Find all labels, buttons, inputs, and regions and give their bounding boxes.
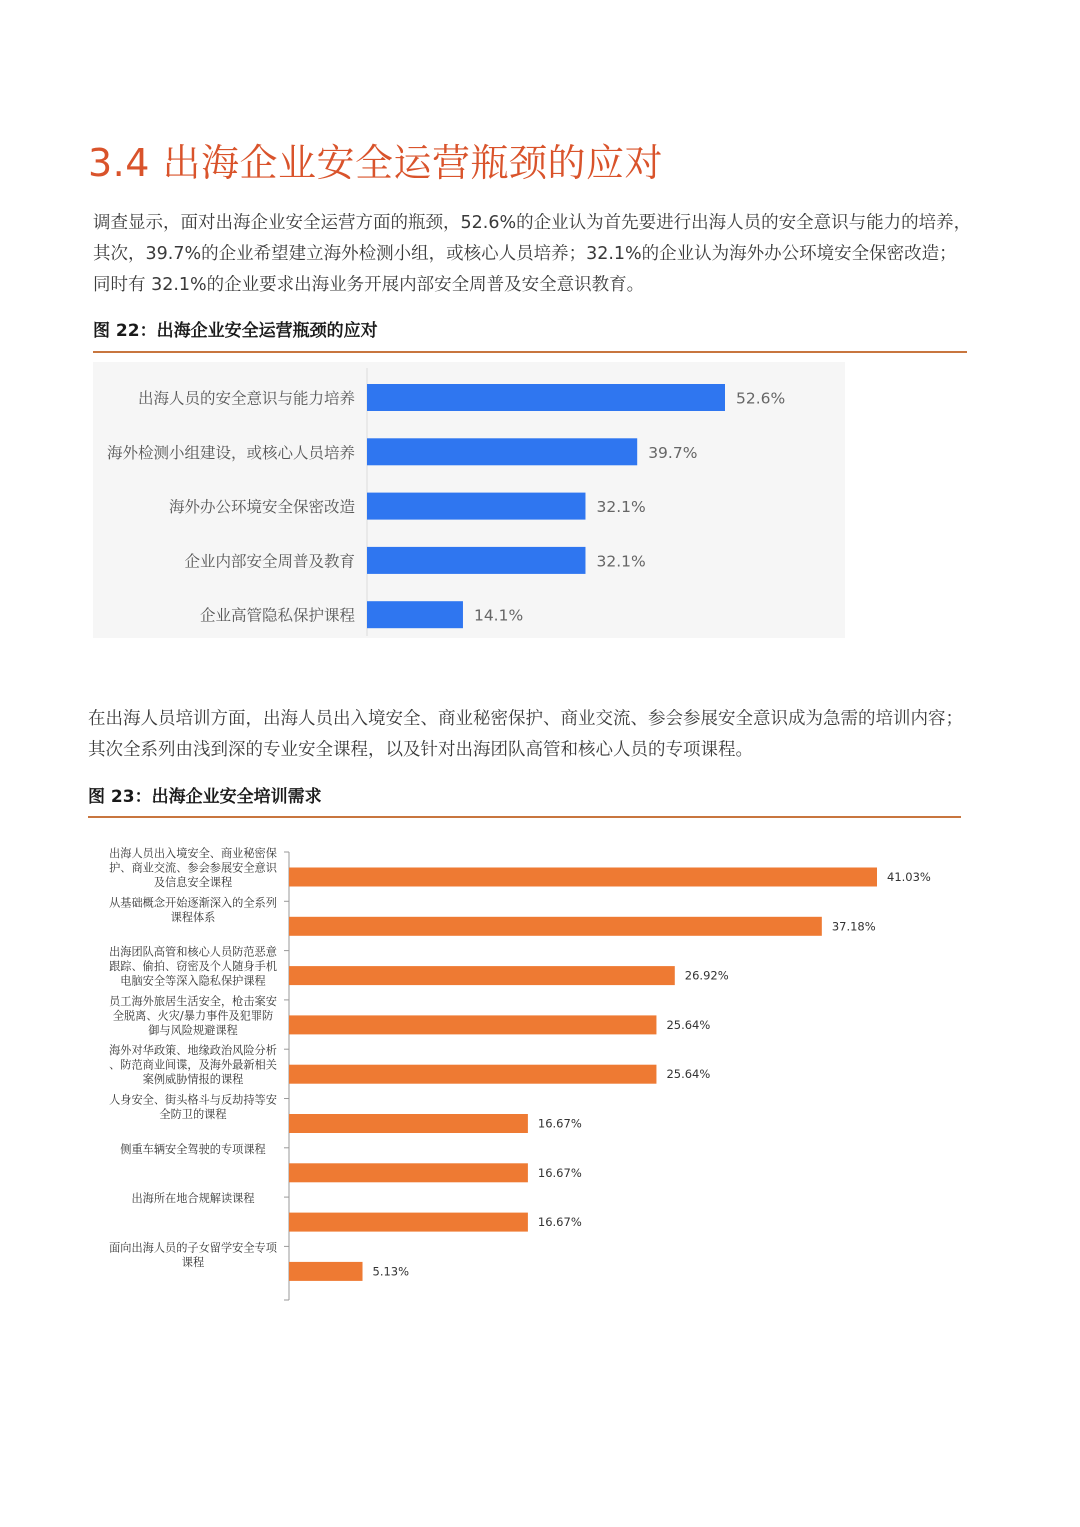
category-label: 电脑安全等深入隐私保护课程 — [120, 974, 266, 988]
category-label: 面向出海人员的子女留学安全专项 — [109, 1241, 277, 1255]
section-title: 3.4 出海企业安全运营瓶颈的应对 — [88, 141, 664, 185]
bar — [289, 1213, 528, 1232]
category-label: 及信息安全课程 — [153, 876, 233, 889]
bar — [289, 1163, 528, 1182]
category-label: 企业高管隐私保护课程 — [199, 606, 355, 625]
data-label: 16.67% — [537, 1165, 582, 1180]
data-label: 14.1% — [473, 606, 524, 625]
category-label: 课程 — [181, 1255, 205, 1269]
bar — [289, 966, 675, 985]
data-label: 25.64% — [666, 1067, 711, 1082]
data-label: 37.18% — [831, 919, 876, 934]
category-label: 跟踪、偷拍、窃密及个人随身手机 — [109, 960, 277, 974]
figure-23-title: 图 23：出海企业安全培训需求 — [88, 787, 322, 807]
bar — [289, 1114, 528, 1133]
bar — [289, 868, 877, 887]
figure-22-title: 图 22：出海企业安全运营瓶颈的应对 — [93, 321, 378, 341]
category-label: 全防卫的课程 — [159, 1108, 227, 1121]
category-label: 出海团队高管和核心人员防范恶意 — [109, 945, 277, 959]
data-label: 5.13% — [372, 1264, 410, 1279]
bar — [289, 1015, 656, 1034]
data-label: 25.64% — [666, 1017, 711, 1032]
data-label: 16.67% — [537, 1116, 582, 1131]
category-label: 全脱离、火灾/暴力事件及犯罪防 — [112, 1009, 274, 1023]
category-label: 侧重车辆安全驾驶的专项课程 — [120, 1142, 266, 1156]
data-label: 52.6% — [736, 389, 786, 408]
data-label: 16.67% — [537, 1215, 582, 1230]
category-label: 、防范商业间谍，及海外最新相关 — [109, 1058, 277, 1072]
category-label: 出海人员出入境安全、商业秘密保 — [109, 847, 277, 860]
data-label: 32.1% — [596, 498, 646, 517]
category-label: 企业内部安全周普及教育 — [184, 552, 355, 571]
data-label: 26.92% — [684, 968, 729, 983]
category-label: 从基础概念开始逐渐深入的全系列 — [109, 896, 277, 910]
category-label: 海外检测小组建设，或核心人员培养 — [106, 443, 355, 462]
category-label: 出海所在地合规解读课程 — [131, 1192, 255, 1206]
bar — [289, 917, 822, 936]
category-label: 人身安全、街头格斗与反劫持等安 — [109, 1093, 277, 1107]
data-label: 39.7% — [648, 443, 698, 462]
data-label: 32.1% — [596, 552, 646, 571]
category-label: 护、商业交流、参会参展安全意识 — [109, 861, 277, 875]
category-label: 御与风险规避课程 — [148, 1023, 238, 1037]
data-label: 41.03% — [887, 870, 931, 884]
category-label: 员工海外旅居生活安全，枪击案安 — [109, 994, 277, 1008]
bar — [289, 1262, 363, 1281]
category-label: 海外办公环境安全保密改造 — [168, 498, 355, 517]
category-label: 课程体系 — [170, 910, 216, 924]
bar — [289, 1065, 656, 1084]
category-label: 出海人员的安全意识与能力培养 — [137, 389, 355, 408]
paragraph-bottlenecks: 调查显示，面对出海企业安全运营方面的瓶颈，52.6%的企业认为首先要进行出海人员的安全意识与能力的培养，其次，39.7%的企业希望建立海外检测小组，或核心人员培养；32.1%的企业认为海外办公环境安全保密改造；同时有 32.1%的企业要求出海业务开展内部安全周普及安全意识教育。 — [93, 213, 972, 295]
category-label: 案例威胁情报的课程 — [142, 1073, 244, 1087]
paragraph-training: 在出海人员培训方面，出海人员出入境安全、商业秘密保护、商业交流、参会参展安全意识成为急需的培训内容；其次全系列由浅到深的专业安全课程，以及针对出海团队高管和核心人员的专项课程。 — [88, 709, 963, 760]
category-label: 海外对华政策、地缘政治风险分析 — [109, 1044, 277, 1058]
